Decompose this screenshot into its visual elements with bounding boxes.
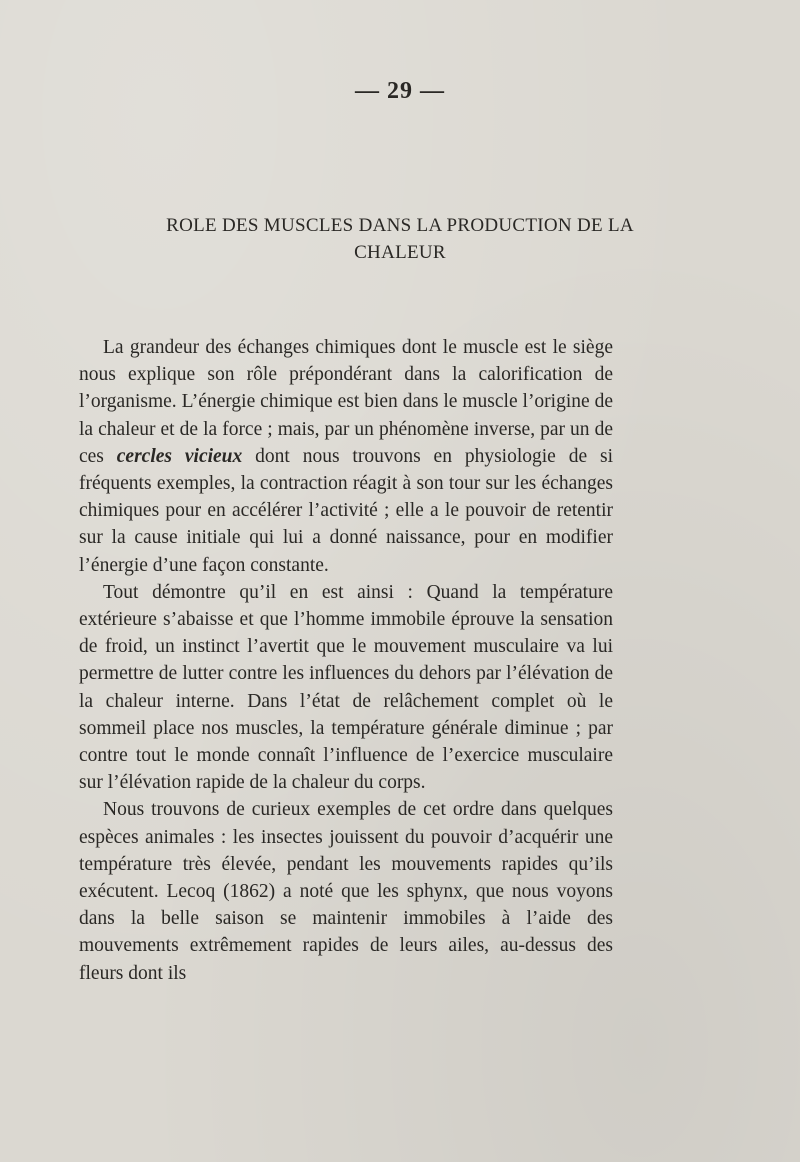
body-text <box>79 334 613 987</box>
chapter-title-line-2: CHALEUR <box>354 242 446 263</box>
paragraph-1-part-a: La grandeur des échanges chimiques dont le muscle est le siège nous explique son rôle prépondérant dans la calorification de l’organisme. L’énergie chimique est bien dans le muscle l’origine de la chaleur et de la force ; mais, par un phénomène inverse, par un de ces <box>79 337 613 467</box>
paragraph-3: Nous trouvons de curieux exemples de cet ordre dans quelques espèces animales : les insectes jouissent du pouvoir d’acquérir une température très élevée, pendant les mouvements rapides qu’ils exécutent. Lecoq (1862) a noté que les sphynx, que nous voyons dans la belle saison se maintenir immobiles à l’aide des mouvements extrêmement rapides de leurs ailes, au-dessus des fleurs dont ils <box>79 799 613 984</box>
paragraph-1-emphasis: cercles vicieux <box>116 445 243 467</box>
page-number: — 29 — <box>355 78 445 104</box>
chapter-title-line-1: ROLE DES MUSCLES DANS LA PRODUCTION DE LA <box>166 215 634 236</box>
chapter-title <box>60 212 740 266</box>
paragraph-2: Tout démontre qu’il en est ainsi : Quand la température extérieure s’abaisse et que l’homme immobile éprouve la sensation de froid, un instinct l’avertit que le mouvement musculaire va lui permettre de lutter contre les influences du dehors par l’élévation de la chaleur interne. Dans l’état de relâchement complet où le sommeil place nos muscles, la température générale diminue ; par contre tout le monde connaît l’influence de l’exercice musculaire sur l’élévation rapide de la chaleur du corps. <box>79 581 613 794</box>
paragraph-1 <box>79 334 613 579</box>
paragraph-1-part-b: dont nous trouvons en physiologie de si fréquents exemples, la contraction réagit à son tour sur les échanges chimiques pour en accélérer l’activité ; elle a le pouvoir de retentir sur la cause initiale qui lui a donné naissance, pour en modifier l’énergie d’une façon constante. <box>79 445 613 576</box>
